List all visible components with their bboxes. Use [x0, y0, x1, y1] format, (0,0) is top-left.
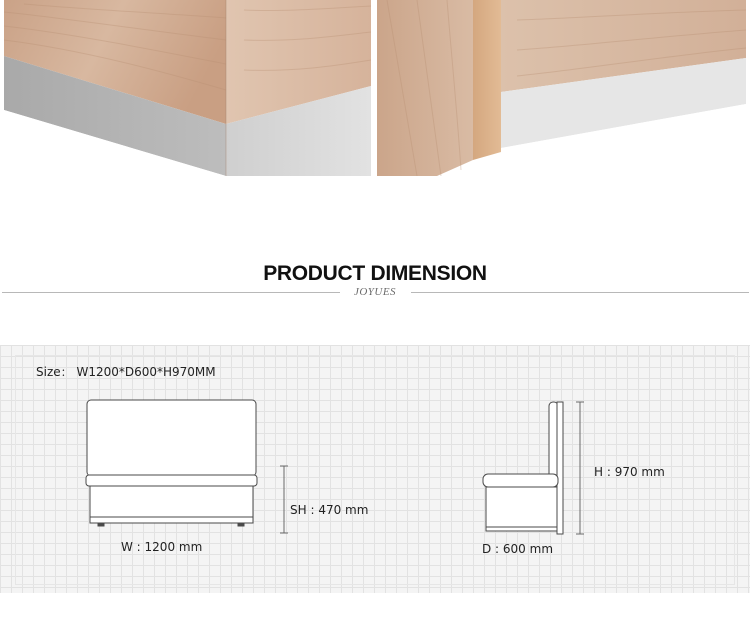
brand-subtitle: JOYUES [353, 286, 397, 298]
wood-corner-image [4, 0, 371, 176]
size-label: Size： W1200*D600*H970MM [36, 365, 216, 379]
height-dimension-line [576, 402, 584, 534]
front-backrest [87, 400, 256, 476]
front-seat-cushion [86, 475, 257, 486]
seat-height-label: SH : 470 mm [290, 503, 369, 517]
section-title: PRODUCT DIMENSION [263, 262, 487, 285]
front-foot-left [98, 523, 104, 526]
side-base [486, 487, 557, 531]
seat-height-dimension-line [280, 466, 288, 533]
front-foot-right [238, 523, 244, 526]
side-view [483, 402, 563, 534]
side-back-panel [557, 402, 563, 534]
product-photo-corner-left [4, 0, 371, 176]
height-label: H : 970 mm [594, 465, 665, 479]
product-photo-corner-right [377, 0, 746, 176]
divider-right [411, 292, 749, 293]
front-view [86, 400, 257, 526]
depth-label: D : 600 mm [482, 542, 554, 556]
wood-panel-image [377, 0, 746, 176]
dimension-drawing-panel [0, 345, 750, 593]
section-heading [0, 262, 750, 306]
width-label: W : 1200 mm [121, 540, 203, 554]
side-seat-cushion [483, 474, 558, 487]
